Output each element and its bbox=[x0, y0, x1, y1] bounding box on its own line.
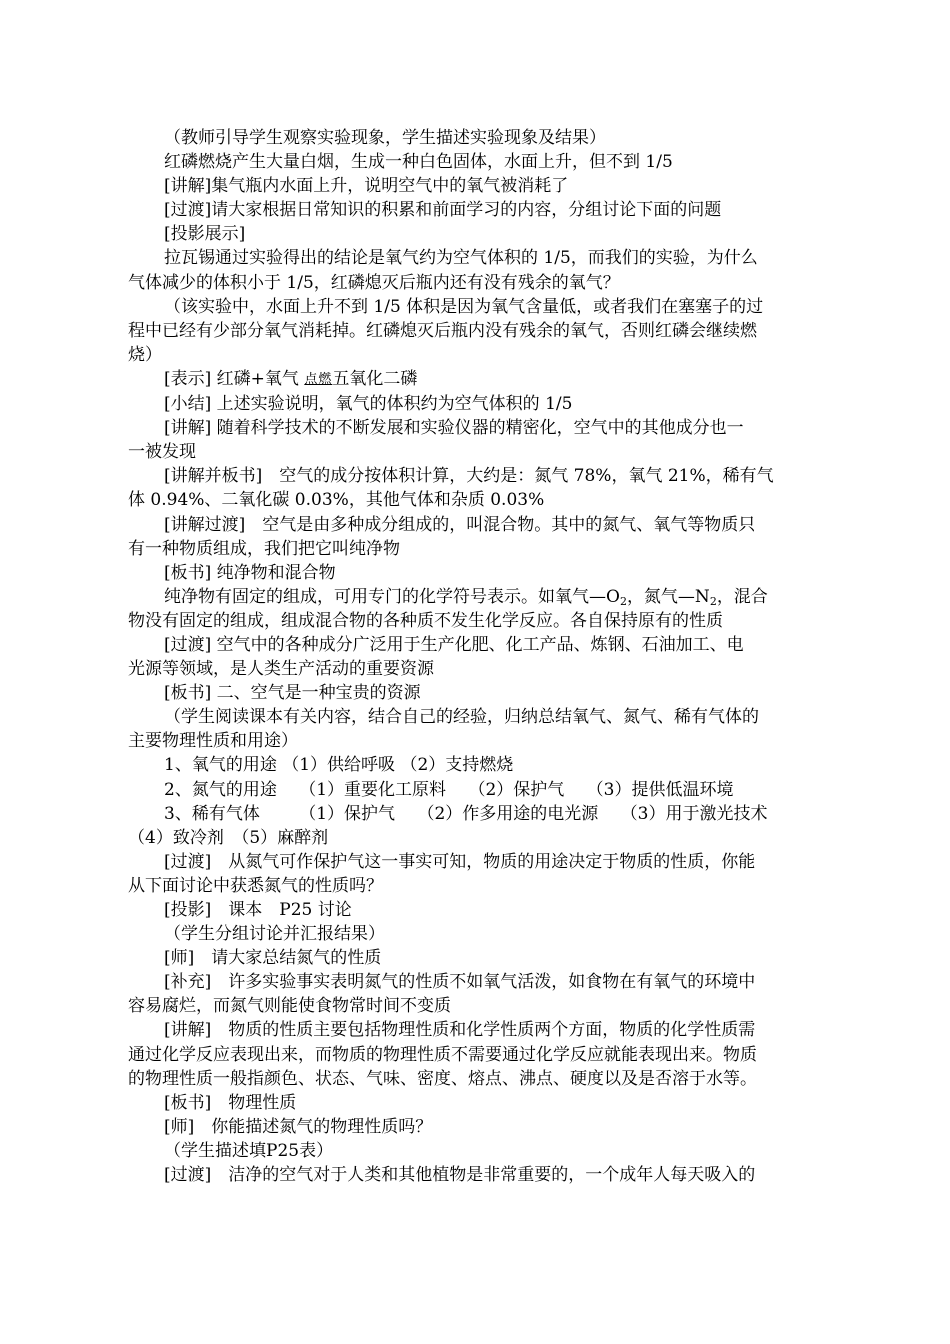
paragraph bbox=[128, 198, 838, 222]
paragraph bbox=[128, 753, 838, 777]
paragraph-line: [小结] 上述实验说明，氧气的体积约为空气体积的 1/5 bbox=[164, 394, 573, 415]
paragraph bbox=[128, 1139, 838, 1163]
paragraph bbox=[128, 898, 838, 922]
paragraph bbox=[128, 1091, 838, 1115]
paragraph-line: 1、氧气的用途 （1）供给呼吸 （2）支持燃烧 bbox=[164, 755, 514, 776]
formula-prefix: [表示] 红磷+氧气 bbox=[164, 368, 305, 389]
paragraph bbox=[128, 513, 838, 561]
paragraph bbox=[128, 464, 838, 512]
paragraph-line: 光源等领域，是人类生产活动的重要资源 bbox=[128, 659, 434, 680]
paragraph-line: 物没有固定的组成，组成混合物的各种质不发生化学反应。各自保持原有的性质 bbox=[128, 610, 723, 631]
paragraph-line: [讲解] 物质的性质主要包括物理性质和化学性质两个方面，物质的化学性质需 bbox=[164, 1020, 756, 1041]
paragraph bbox=[128, 295, 838, 367]
document-page bbox=[128, 126, 838, 1187]
paragraph bbox=[128, 1018, 838, 1090]
paragraph-line: 一被发现 bbox=[128, 442, 196, 463]
paragraph-line: [投影展示] bbox=[164, 224, 246, 245]
paragraph-line: [师] 你能描述氮气的物理性质吗？ bbox=[164, 1116, 433, 1137]
paragraph-line: [板书] 二、空气是一种宝贵的资源 bbox=[164, 683, 421, 704]
paragraph-line: [过渡] 空气中的各种成分广泛用于生产化肥、化工产品、炼钢、石油加工、电 bbox=[164, 634, 744, 655]
paragraph-line: （学生描述填P25表） bbox=[164, 1140, 334, 1161]
paragraph bbox=[128, 561, 838, 585]
paragraph-line: [板书] 纯净物和混合物 bbox=[164, 562, 336, 583]
paragraph-line: [讲解] 随着科学技术的不断发展和实验仪器的精密化，空气中的其他成分也一 bbox=[164, 418, 744, 439]
paragraph-line: （学生阅读课本有关内容，结合自己的经验，归纳总结氧气、氮气、稀有气体的 bbox=[164, 707, 759, 728]
paragraph-line: 容易腐烂，而氮气则能使食物常时间不变质 bbox=[128, 996, 451, 1017]
paragraph bbox=[128, 850, 838, 898]
paragraph-line: 2、氮气的用途 （1）重要化工原料 （2）保护气 （3）提供低温环境 bbox=[164, 779, 734, 800]
paragraph bbox=[128, 946, 838, 970]
paragraph-line: [板书] 物理性质 bbox=[164, 1092, 297, 1113]
reaction-condition: 点燃 bbox=[304, 371, 333, 387]
paragraph bbox=[128, 802, 838, 850]
paragraph bbox=[128, 392, 838, 416]
paragraph-line: 烧） bbox=[128, 344, 162, 365]
paragraph-line: [补充] 许多实验事实表明氮气的性质不如氧气活泼，如食物在有氧气的环境中 bbox=[164, 972, 756, 993]
paragraph-line: 拉瓦锡通过实验得出的结论是氧气约为空气体积的 1/5，而我们的实验，为什么 bbox=[164, 248, 758, 269]
paragraph bbox=[128, 922, 838, 946]
paragraph-line: [讲解]集气瓶内水面上升，说明空气中的氧气被消耗了 bbox=[164, 176, 569, 197]
paragraph bbox=[128, 246, 838, 294]
paragraph-line: 有一种物质组成，我们把它叫纯净物 bbox=[128, 538, 400, 559]
paragraph bbox=[128, 778, 838, 802]
paragraph-line: [过渡]请大家根据日常知识的积累和前面学习的内容，分组讨论下面的问题 bbox=[164, 200, 722, 221]
paragraph-line: （教师引导学生观察实验现象，学生描述实验现象及结果） bbox=[164, 128, 606, 148]
paragraph-line: 从下面讨论中获悉氮气的性质吗？ bbox=[128, 875, 383, 896]
paragraph-line: [师] 请大家总结氮气的性质 bbox=[164, 948, 382, 969]
paragraph-line: （该实验中，水面上升不到 1/5 体积是因为氧气含量低，或者我们在塞塞子的过 bbox=[164, 296, 764, 317]
paragraph-group-2 bbox=[128, 392, 838, 585]
paragraph-line: 通过化学反应表现出来，而物质的物理性质不需要通过化学反应就能表现出来。物质 bbox=[128, 1044, 757, 1065]
paragraph-line: （4）致冷剂 （5）麻醉剂 bbox=[128, 827, 329, 848]
paragraph-line: [讲解并板书] 空气的成分按体积计算，大约是：氮气 78%，氧气 21%，稀有气 bbox=[164, 466, 774, 487]
paragraph-line: 的物理性质一般指颜色、状态、气味、密度、熔点、沸点、硬度以及是否溶于水等。 bbox=[128, 1068, 757, 1089]
paragraph bbox=[128, 681, 838, 705]
paragraph-line: [过渡] 洁净的空气对于人类和其他植物是非常重要的，一个成年人每天吸入的 bbox=[164, 1165, 756, 1186]
paragraph bbox=[128, 416, 838, 464]
paragraph bbox=[128, 705, 838, 753]
paragraph-group-3 bbox=[128, 633, 838, 1187]
paragraph-line: 主要物理性质和用途） bbox=[128, 731, 298, 752]
formula-suffix: 五氧化二磷 bbox=[332, 368, 418, 389]
paragraph bbox=[128, 174, 838, 198]
paragraph bbox=[128, 970, 838, 1018]
paragraph-line: 3、稀有气体 （1）保护气 （2）作多用途的电光源 （3）用于激光技术 bbox=[164, 803, 768, 824]
paragraph-line: [投影] 课本 P25 讨论 bbox=[164, 900, 352, 920]
pure-substance-paragraph bbox=[128, 585, 838, 633]
paragraph bbox=[128, 1163, 838, 1187]
paragraph-line: 体 0.94%、二氧化碳 0.03%，其他气体和杂质 0.03% bbox=[128, 490, 545, 511]
paragraph bbox=[128, 222, 838, 246]
paragraph bbox=[128, 1115, 838, 1139]
paragraph-line: [过渡] 从氮气可作保护气这一事实可知，物质的用途决定于物质的性质，你能 bbox=[164, 851, 756, 872]
paragraph-group-1 bbox=[128, 126, 838, 367]
paragraph-line: 红磷燃烧产生大量白烟，生成一种白色固体，水面上升，但不到 1/5 bbox=[164, 152, 673, 173]
paragraph-line: 纯净物有固定的组成，可用专门的化学符号表示。如氧气$—O_2$，氮气$—N_2$，混合 bbox=[164, 586, 768, 608]
paragraph bbox=[128, 126, 838, 150]
paragraph bbox=[128, 150, 838, 174]
formula-paragraph bbox=[128, 367, 838, 392]
paragraph-line: （学生分组讨论并汇报结果） bbox=[164, 924, 385, 945]
paragraph-line: 程中已经有少部分氧气消耗掉。红磷熄灭后瓶内没有残余的氧气，否则红磷会继续燃 bbox=[128, 320, 757, 341]
paragraph-line: [讲解过渡] 空气是由多种成分组成的，叫混合物。其中的氮气、氧气等物质只 bbox=[164, 514, 756, 535]
paragraph-line: 气体减少的体积小于 1/5，红磷熄灭后瓶内还有没有残余的氧气？ bbox=[128, 272, 620, 293]
paragraph bbox=[128, 633, 838, 681]
